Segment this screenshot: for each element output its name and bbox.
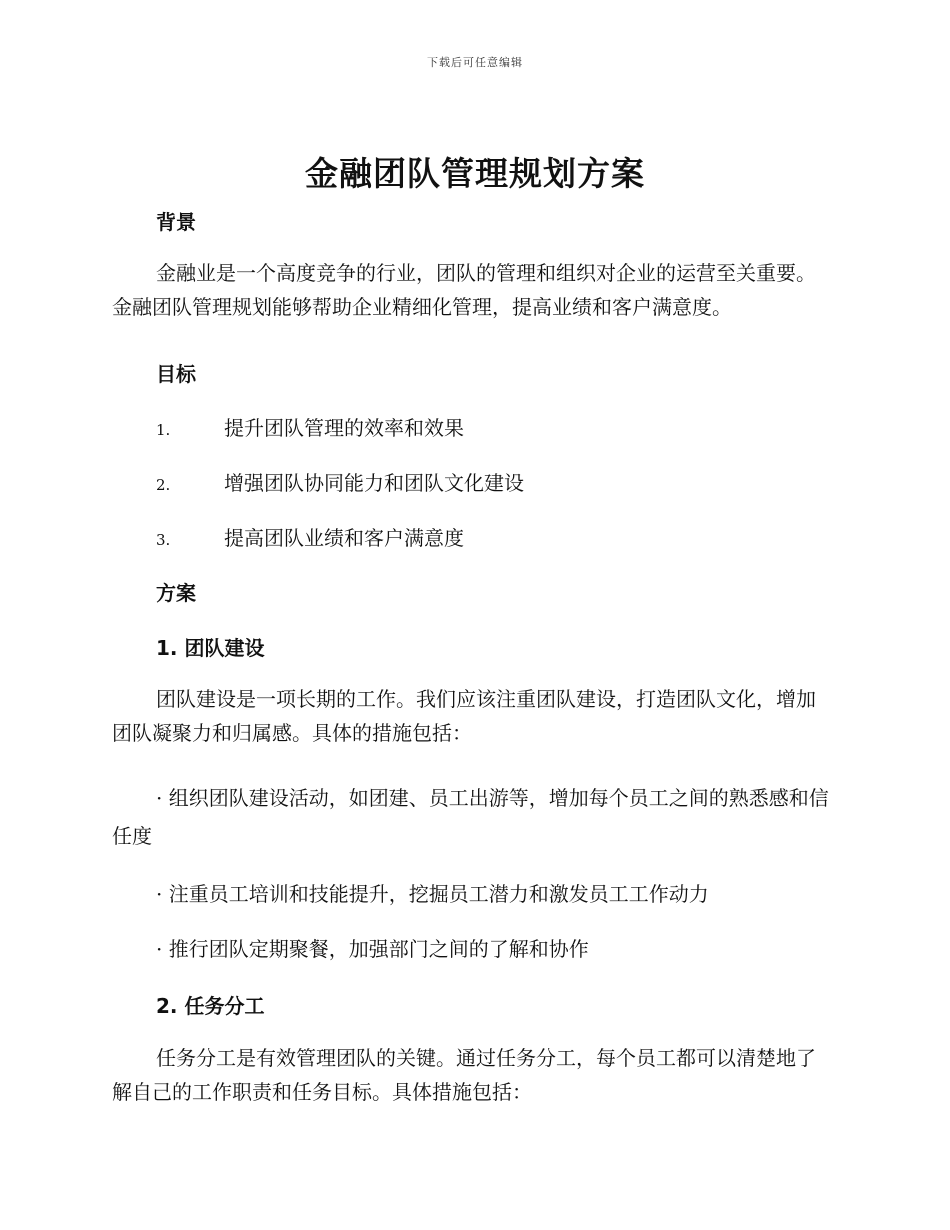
subsection-heading-team-building: 1. 团队建设 — [156, 636, 265, 660]
bullet-item: · 注重员工培训和技能提升，挖掘员工潜力和激发员工工作动力 — [156, 882, 709, 906]
goal-number: 2. — [156, 476, 171, 494]
goal-text: 提升团队管理的效率和效果 — [224, 416, 464, 440]
bullet-item: · 推行团队定期聚餐，加强部门之间的了解和协作 — [156, 937, 589, 961]
goal-item — [156, 522, 836, 551]
team-building-paragraph: 团队建设是一项长期的工作。我们应该注重团队建设，打造团队文化，增加团队凝聚力和归属感。具体的措施包括： — [112, 687, 816, 745]
section-heading-background: 背景 — [156, 210, 196, 234]
goal-item — [156, 412, 836, 441]
section-heading-plan: 方案 — [156, 581, 196, 605]
goal-text: 增强团队协同能力和团队文化建设 — [224, 471, 524, 495]
goal-text: 提高团队业绩和客户满意度 — [224, 526, 464, 550]
task-division-paragraph: 任务分工是有效管理团队的关键。通过任务分工，每个员工都可以清楚地了解自己的工作职责和任务目标。具体措施包括： — [112, 1046, 816, 1104]
goal-item — [156, 467, 836, 496]
document-title: 金融团队管理规划方案 — [305, 154, 645, 193]
goal-number: 3. — [156, 531, 171, 549]
header-note: 下载后可任意编辑 — [427, 56, 523, 69]
bullet-item: · 组织团队建设活动，如团建、员工出游等，增加每个员工之间的熟悉感和信任度 — [112, 786, 829, 848]
subsection-heading-task-division: 2. 任务分工 — [156, 994, 265, 1018]
goal-number: 1. — [156, 421, 171, 439]
background-paragraph: 金融业是一个高度竞争的行业，团队的管理和组织对企业的运营至关重要。金融团队管理规划能够帮助企业精细化管理，提高业绩和客户满意度。 — [112, 261, 816, 319]
section-heading-goals: 目标 — [156, 362, 196, 386]
